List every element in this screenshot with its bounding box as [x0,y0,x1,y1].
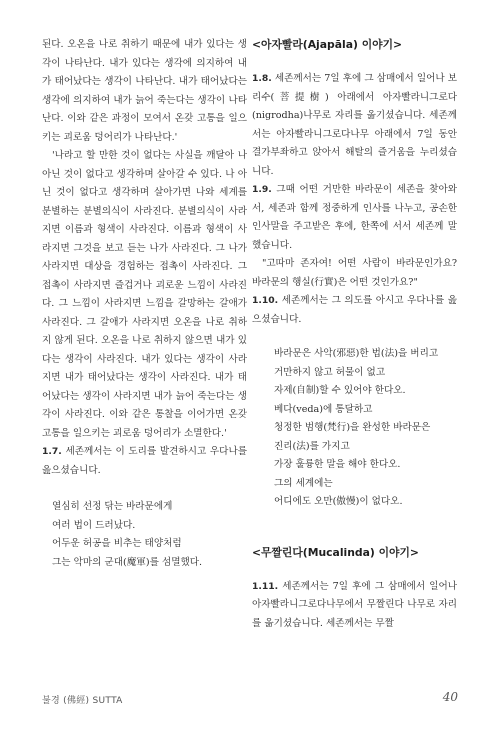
section-1-8 [252,70,457,181]
section-text: 세존께서는 7일 후에 그 삼매에서 일어나 보리수(菩提樹) 아래에서 아자빨라니그로다(nigrodha)나무로 자리를 옮기셨습니다. 세존께서는 아자빨라니그로다나무 아래에서 7일 동안 결가부좌하고 앉아서 해탈의 즐거움을 누리셨습니다. [252,73,457,177]
paragraph-insight: '나라고 할 만한 것이 없다는 사실을 깨달아 나 아닌 것이 없다고 생각하며 살아갈 수 있다. 나 아닌 것이 없다고 생각하며 살아가면 나와 세계를 분별하는 분별의식이 사라진다. 분별의식이 사라지면 이름과 형색이 사라진다. 이름과 형색이 사라지면 그것을 보고 듣는 나가 사라진다. 그 나가 사라지면 대상을 경험하는 접촉이 사라진다. 그 접촉이 사라지면 즐겁거나 괴로운 느낌이 사라진다. 그 느낌이 사라지면 느낌을 갈망하는 갈애가 사라진다. 그 갈애가 사라지면 오온을 나로 취하지 않게 된다. 오온을 나로 취하지 않으면 내가 있다는 생각이 사라진다. 내가 있다는 생각이 사라지면 내가 태어났다는 생각이 사라진다. 내가 태어났다는 생각이 사라지면 내가 늙어 죽는다는 생각이 사라진다. 이와 같은 통찰을 이어가면 온갖 고통을 일으키는 괴로움 덩어리가 소멸한다.' [42,150,247,439]
verse-line: 열심히 선정 닦는 바라문에게 [52,501,173,512]
section-1-11 [252,578,457,634]
section-number: 1.7. [42,446,62,457]
verse-line: 그의 세계에는 [274,477,333,489]
verse-line: 여러 법이 드러났다. [52,519,136,531]
verse-line: 바라문은 사악(邪惡)한 법(法)을 버리고 [274,348,439,359]
section-text: 세존께서는 그 의도를 아시고 우다나를 읊으셨습니다. [252,295,457,325]
verse-line: 청정한 범행(梵行)을 완성한 바라문은 [274,422,431,433]
verse-line: 자제(自制)할 수 있어야 한다오. [274,385,406,396]
section-number: 1.9. [252,184,272,195]
section-text: 세존께서는 이 도리를 발견하시고 우다나를 읊으셨습니다. [42,446,247,476]
section-heading-ajapala: <아자빨라(Ajapāla) 이야기> [252,38,403,51]
left-column [42,36,247,572]
verse-line: 가장 훌륭한 말을 해야 한다오. [274,459,401,470]
verse-line: 어디에도 오만(傲慢)이 없다오. [274,496,403,507]
section-1-9 [252,181,457,255]
verse-line: 어두운 허공을 비추는 태양처럼 [52,538,182,549]
brahmin-question: "고따마 존자여! 어떤 사람이 바라문인가요? 바라문의 행실(行實)은 어떤 것인가요?" [252,258,457,288]
page-number: 40 [442,690,458,704]
section-1-7 [42,443,247,480]
section-number: 1.11. [252,580,279,592]
spacer [252,54,457,70]
section-number: 1.10. [252,295,279,306]
verse-block [42,498,247,572]
page-footer [42,690,458,710]
verse-block [252,345,457,512]
verse-line: 거만하지 않고 허물이 없고 [274,366,386,378]
section-heading-mucalinda: <무짤린다(Mucalinda) 이야기> [252,545,419,559]
spacer [252,512,457,544]
section-number: 1.8. [252,73,272,84]
verse-line: 진리(法)를 가지고 [274,440,350,452]
section-1-10 [252,292,457,329]
right-column [252,36,457,633]
paragraph-continued: 된다. 오온을 나로 취하기 때문에 내가 있다는 생각이 나타난다. 내가 있다는 생각에 의지하여 내가 태어났다는 생각이 나타난다. 내가 태어났다는 생각에 의지하여 내가 늙어 죽는다는 생각이 나타난다. 이와 같은 과정이 모여서 온갖 고통을 일으키는 괴로움 덩어리가 나타난다.' [42,39,247,143]
spacer [252,562,457,578]
section-text: 그때 어떤 거만한 바라문이 세존을 찾아와서, 세존과 함께 정중하게 인사를 나누고, 공손한 인사말을 주고받은 후에, 한쪽에 서서 세존께 말했습니다. [252,184,457,251]
publication-title: 불경 (佛經) SUTTA [42,696,123,706]
verse-line: 베다(veda)에 통달하고 [274,403,373,415]
section-text: 세존께서는 7일 후에 그 삼매에서 일어나 아자빨라니그로다나무에서 무짤린다 나무로 자리를 옮기셨습니다. 세존께서는 무짤 [252,580,457,629]
verse-line: 그는 악마의 군대(魔軍)를 섬멸했다. [52,556,203,568]
